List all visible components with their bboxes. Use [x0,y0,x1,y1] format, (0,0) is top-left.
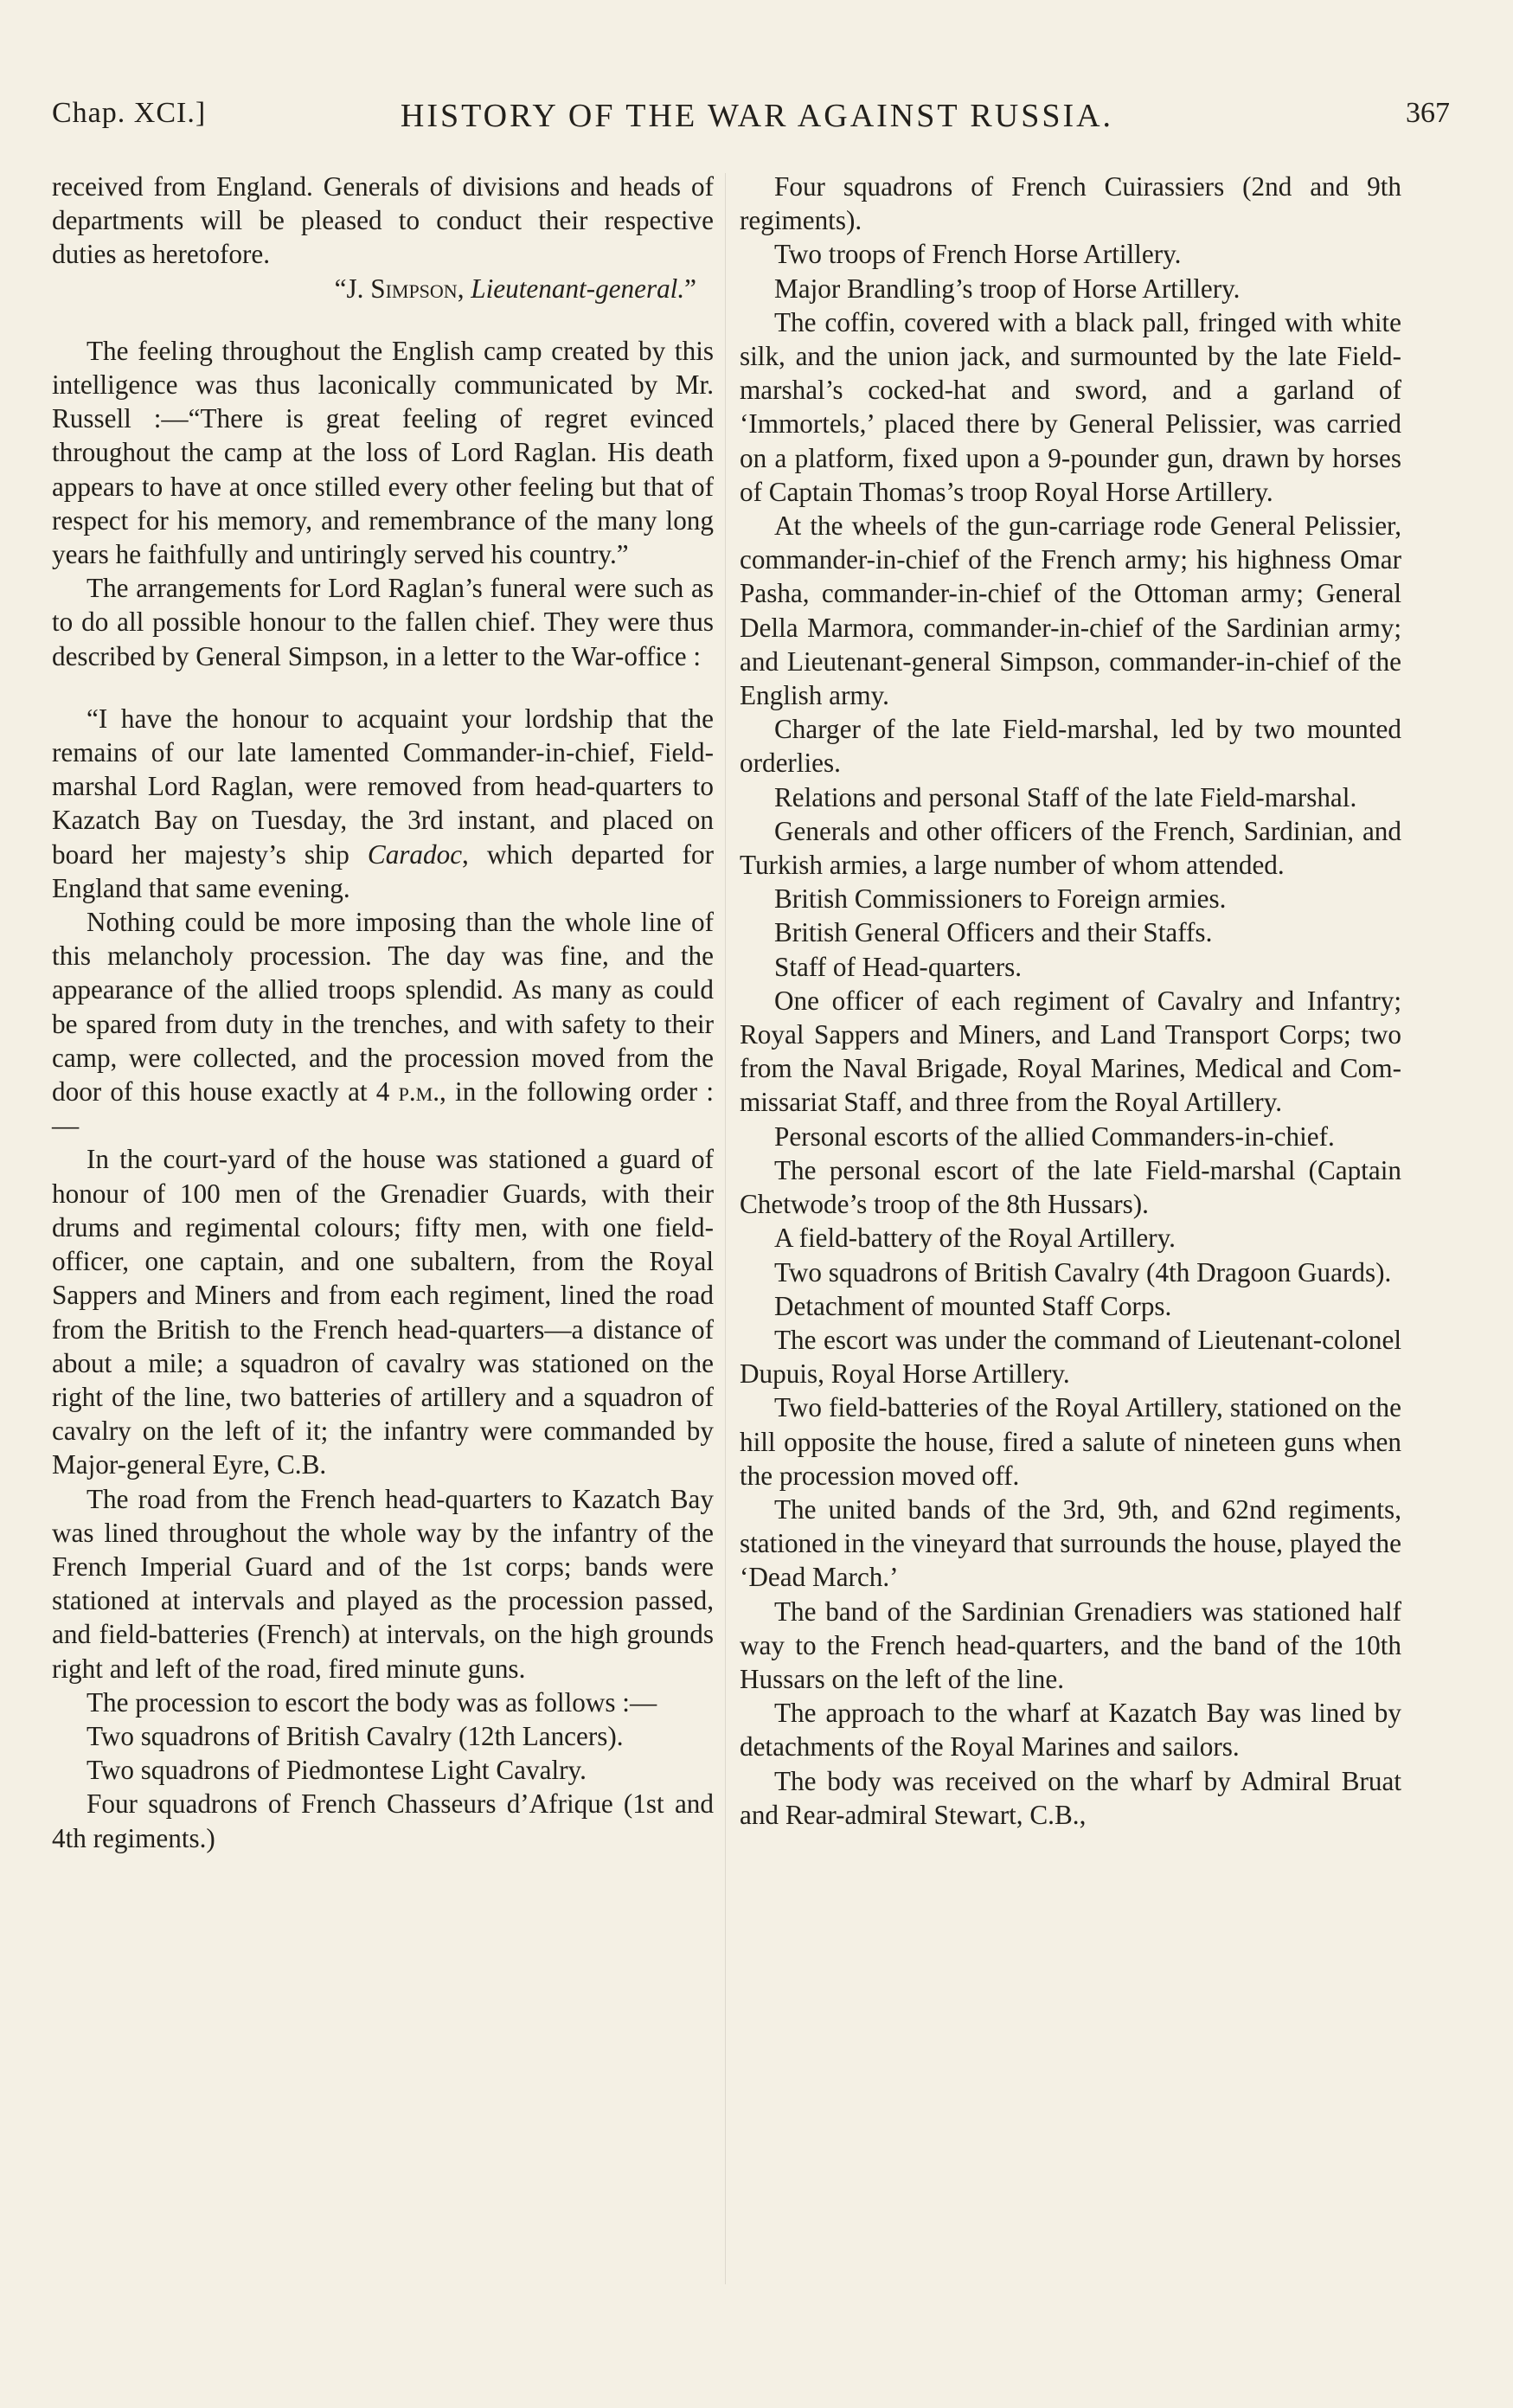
paragraph: The band of the Sardinian Grenadiers was stationed half way to the French head-quarters, and the band of the 10th Hussars on the left of the line. [740,1596,1401,1694]
left-column [52,170,714,1855]
running-title: HISTORY OF THE WAR AGAINST RUSSIA. [400,98,1114,134]
signature-open: “J. [334,273,371,304]
letter-text: , which departed for England that same evening. [52,838,714,903]
letter-text: “I have the honour to acquaint your lordship that the remains of our late lamented Commander-in-chief, Field-marshal Lord Raglan, were removed from head-quarters to Kazatch Bay on Tuesday, the 3rd instant, and placed on board her majesty’s ship [52,703,714,870]
letter-paragraph [52,702,714,905]
procession-item: Staff of Head-quarters. [774,951,1023,982]
paragraph: The approach to the wharf at Kazatch Bay was lined by detachments of the Royal Marines and sailors. [740,1698,1401,1763]
procession-item: A field-battery of the Royal Artillery. [774,1223,1176,1254]
procession-item: Two squadrons of British Cavalry (4th Dragoon Guards). [774,1256,1392,1287]
procession-item: Charger of the late Field-marshal, led by two mounted orderlies. [740,714,1401,779]
paragraph: At the wheels of the gun-carriage rode General Pelissier, commander-in-chief of the French army; his highness Omar Pasha, commander-in-chief of the Ottoman army; General Della Marmora, commander-in-chief of the Sardinian army; and Lieutenant-general Simpson, commander-in-chief of the English army. [740,510,1401,711]
procession-item: The personal escort of the late Field-marshal (Captain Chetwode’s troop of the 8th Hussars). [740,1154,1401,1220]
procession-item: Detachment of mounted Staff Corps. [774,1290,1172,1321]
procession-item: Two squadrons of Piedmontese Light Cavalry. [87,1755,587,1786]
time-text: p.m. [398,1076,440,1108]
paragraph: The body was received on the wharf by Admiral Bruat and Rear-admiral Stewart, C.B., [740,1765,1401,1830]
page-number: 367 [1406,97,1450,129]
paragraph: The arrangements for Lord Raglan’s funeral were such as to do all possible honour to the fallen chief. They were thus described by General Simpson, in a letter to the War-office : [52,573,714,671]
signature-close: ” [684,273,696,304]
paragraph: The united bands of the 3rd, 9th, and 62nd regiments, stationed in the vineyard that surrounds the house, played the ‘Dead March.’ [740,1493,1401,1593]
procession-item: Four squadrons of French Chasseurs d’Afrique (1st and 4th regiments.) [52,1788,714,1853]
procession-item: Relations and personal Staff of the late Field-marshal. [774,781,1357,812]
column-divider [725,173,726,2284]
paragraph: The coffin, covered with a black pall, fringed with white silk, and the union jack, and surmounted by the late Field-marshal’s cocked-hat and sword, and a garland of ‘Immortels,’ placed there by General Pelissier, was carried on a platform, fixed upon a 9-pounder gun, drawn by horses of Captain Thomas’s troop Royal Horse Artillery. [740,306,1401,507]
paragraph-text: , in the following order :— [52,1076,714,1141]
paragraph-text: Nothing could be more imposing than the whole line of this melancholy procession. The day was fine, and the appearance of the allied troops splendid. As many as could be spared from duty in the trenches, and with safety to their camp, were collected, and the procession moved from the door of this house exactly at 4 [52,907,714,1108]
procession-item: Personal escorts of the allied Commanders-in-chief. [774,1121,1335,1152]
paragraph [52,905,714,1142]
procession-item: British Commissioners to Foreign armies. [774,883,1227,915]
paragraph: Two field-batteries of the Royal Artillery, stationed on the hill opposite the house, fired a salute of nineteen guns when the procession moved off. [740,1392,1401,1491]
ship-name: Caradoc [367,838,463,870]
procession-item: Major Brandling’s troop of Horse Artillery. [774,273,1241,304]
procession-item: Two squadrons of British Cavalry (12th Lancers). [87,1720,624,1751]
signature-title: Lieutenant-general. [471,273,685,304]
procession-item: Four squadrons of French Cuirassiers (2nd and 9th regiments). [740,171,1401,236]
procession-item: Two troops of French Horse Artillery. [774,239,1182,270]
running-header [52,97,1462,149]
procession-item: Generals and other officers of the French, Sardinian, and Turkish armies, a large number of whom attended. [740,815,1401,881]
paragraph: In the court-yard of the house was stationed a guard of honour of 100 men of the Grenadier Guards, with their drums and regimental colours; fifty men, with one field-officer, one captain, and one subaltern, from the Royal Sappers and Miners and from each regiment, lined the road from the British to the French head-quarters—a distance of about a mile; a squadron of cavalry was stationed on the right of the line, two batteries of artillery and a squadron of cavalry on the left of it; the infantry were commanded by Major-general Eyre, C.B. [52,1144,714,1480]
procession-item: One officer of each regiment of Cavalry and Infantry; Royal Sappers and Miners, and Land Transport Corps; two from the Naval Brigade, Royal Marines, Medical and Commissariat Staff, and three from the Royal Artillery. [740,985,1401,1118]
paragraph: The road from the French head-quarters to Kazatch Bay was lined throughout the whole way by the infantry of the French Imperial Guard and of the 1st corps; bands were stationed at intervals and played as the procession passed, and field-batteries (French) at intervals, on the high grounds right and left of the road, fired minute guns. [52,1483,714,1684]
paragraph: The feeling throughout the English camp created by this intelligence was thus laconically communicated by Mr. Russell :—“There is great feeling of regret evinced throughout the camp at the loss of Lord Raglan. His death appears to have at once stilled every other feeling but that of respect for his memory, and remembrance of the many long years he faithfully and untiringly served his country.” [52,335,714,570]
signature [52,272,714,305]
right-column [740,170,1401,1832]
signature-name: Simpson [370,273,458,304]
chapter-label: Chap. XCI.] [52,97,207,129]
procession-item: British General Officers and their Staffs. [774,917,1213,948]
paragraph: received from England. Generals of divisions and heads of departments will be pleased to conduct their respective duties as heretofore. [52,171,714,270]
signature-separator: , [457,273,471,304]
paragraph: The escort was under the command of Lieutenant-colonel Dupuis, Royal Horse Artillery. [740,1324,1401,1390]
paragraph: The procession to escort the body was as follows :— [87,1686,657,1718]
